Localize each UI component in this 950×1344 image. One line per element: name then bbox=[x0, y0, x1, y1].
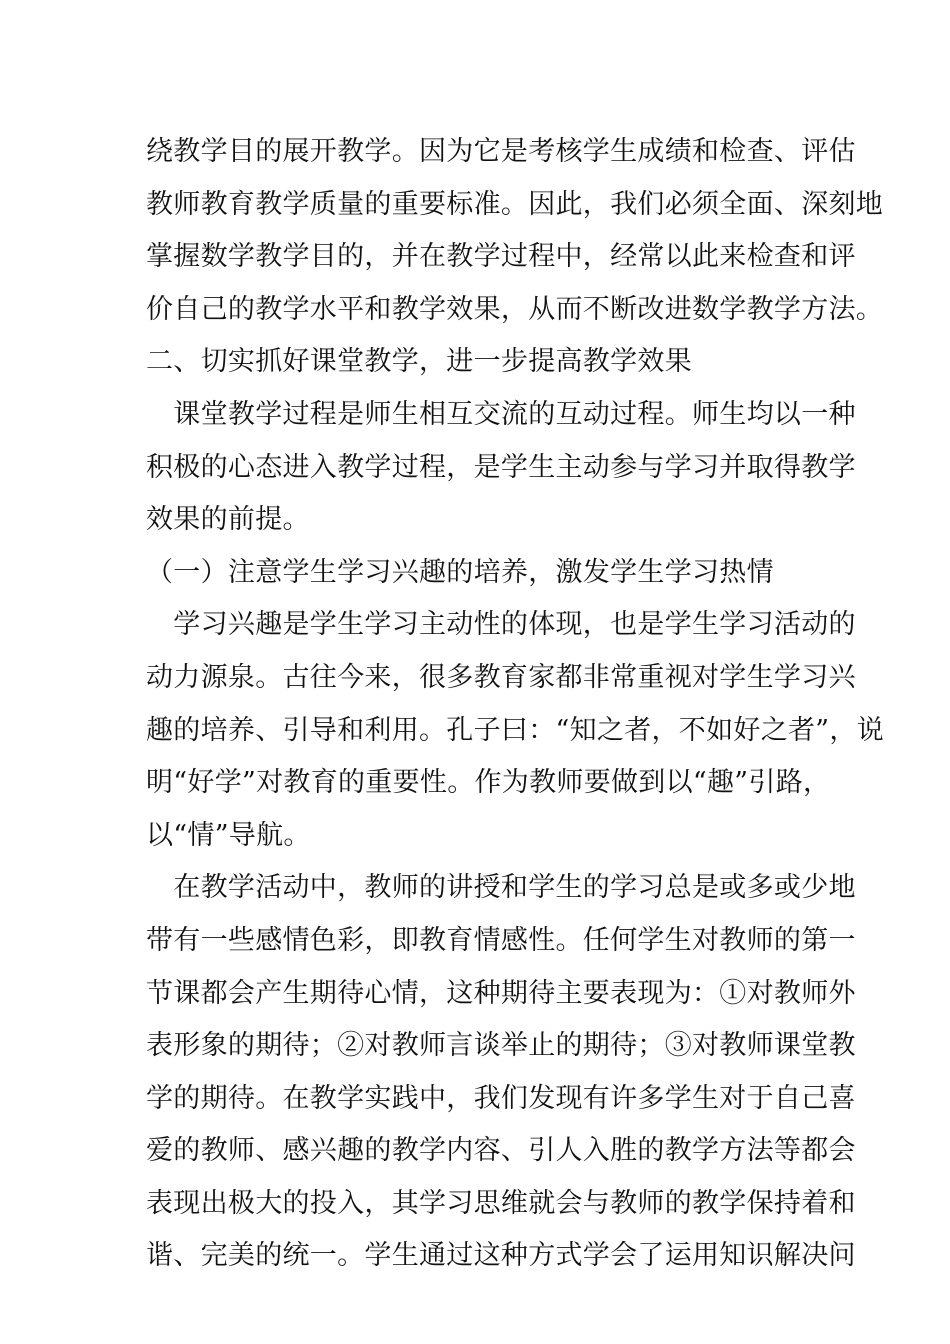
body-text bbox=[146, 126, 885, 1283]
text-line-14: 以“情”导航。 bbox=[146, 819, 311, 851]
text-line-17: 节课都会产生期待心情，这种期待主要表现为：①对教师外 bbox=[146, 977, 856, 1009]
text-line-7: 积极的心态进入教学过程，是学生主动参与学习并取得教学 bbox=[146, 451, 856, 483]
text-line-8: 效果的前提。 bbox=[146, 504, 310, 536]
text-line-11: 动力源泉。古往今来，很多教育家都非常重视对学生学习兴 bbox=[146, 661, 856, 693]
text-line-15: 在教学活动中，教师的讲授和学生的学习总是或多或少地 bbox=[146, 872, 856, 904]
text-line-10: 学习兴趣是学生学习主动性的体现，也是学生学习活动的 bbox=[146, 609, 856, 641]
text-line-18: 表形象的期待；②对教师言谈举止的期待；③对教师课堂教 bbox=[146, 1030, 856, 1062]
text-line-6: 课堂教学过程是师生相互交流的互动过程。师生均以一种 bbox=[146, 398, 856, 430]
text-line-12: 趣的培养、引导和利用。孔子曰：“知之者，不如好之者”，说 bbox=[146, 714, 885, 746]
text-line-13: 明“好学”对教育的重要性。作为教师要做到以“趣”引路， bbox=[146, 767, 831, 799]
text-line-3: 掌握数学教学目的，并在教学过程中，经常以此来检查和评 bbox=[146, 241, 856, 273]
text-line-22: 谐、完美的统一。学生通过这种方式学会了运用知识解决问 bbox=[146, 1240, 856, 1272]
section-heading-2: 二、切实抓好课堂教学，进一步提高教学效果 bbox=[146, 346, 692, 378]
text-line-4: 价自己的教学水平和教学效果，从而不断改进数学教学方法。 bbox=[146, 293, 884, 325]
text-line-20: 爱的教师、感兴趣的教学内容、引人入胜的教学方法等都会 bbox=[146, 1135, 856, 1167]
text-line-21: 表现出极大的投入，其学习思维就会与教师的教学保持着和 bbox=[146, 1187, 856, 1219]
text-line-1: 绕教学目的展开教学。因为它是考核学生成绩和检查、评估 bbox=[146, 136, 856, 167]
subsection-heading-1: （一）注意学生学习兴趣的培养，激发学生学习热情 bbox=[146, 556, 774, 588]
text-line-19: 学的期待。在教学实践中，我们发现有许多学生对于自己喜 bbox=[146, 1082, 856, 1114]
text-line-2: 教师教育教学质量的重要标准。因此，我们必须全面、深刻地 bbox=[146, 188, 884, 220]
text-line-16: 带有一些感情色彩，即教育情感性。任何学生对教师的第一 bbox=[146, 924, 856, 956]
